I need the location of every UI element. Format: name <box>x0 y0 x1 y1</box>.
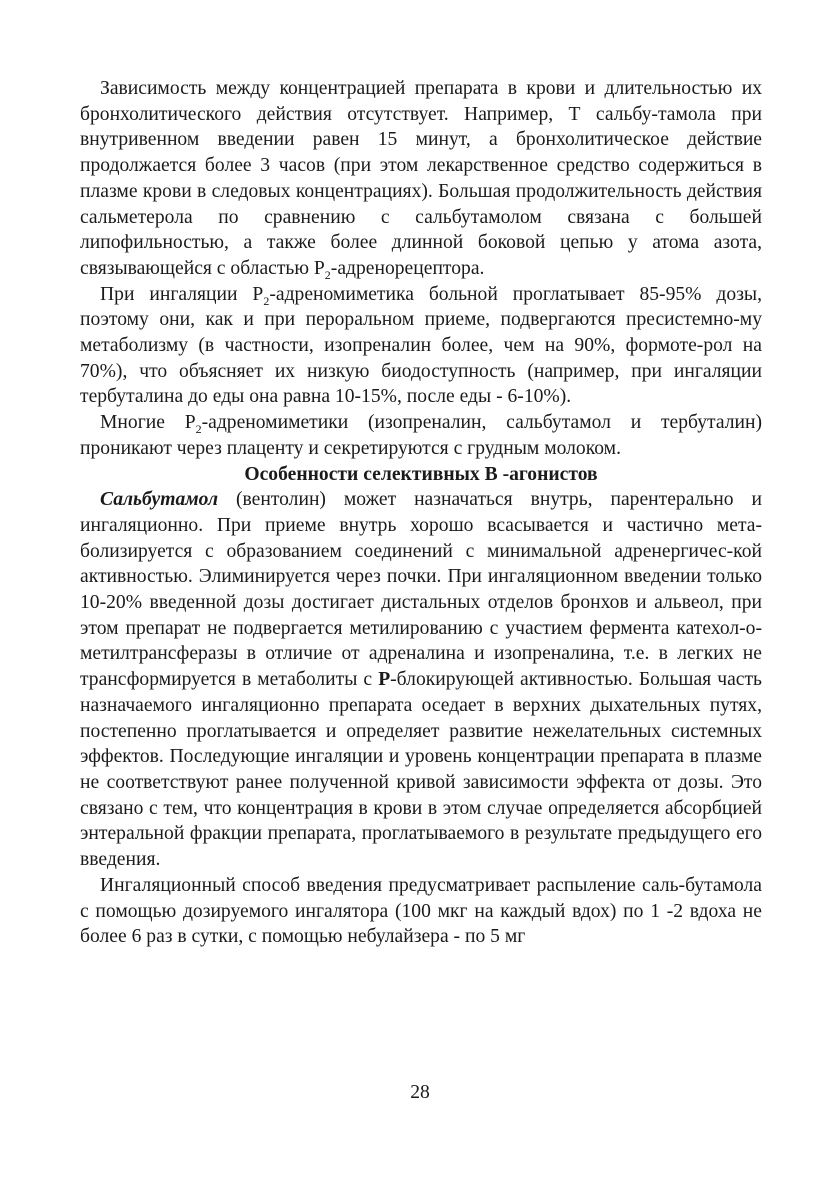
subscript: 2 <box>195 422 202 437</box>
subscript: 2 <box>263 293 270 308</box>
subscript: 2 <box>324 267 331 282</box>
paragraph-inhalation-method: Ингаляционный способ введения предусматривает распыление саль-бутамола с помощью дозируемого ингалятора (100 мкг на каждый вдох) по 1 -2 вдоха не более 6 раз в сутки, с помощью небулайзера - по 5 мг <box>80 874 762 948</box>
section-heading: Особенности селективных В -агонистов <box>244 463 598 485</box>
paragraph-concentration-duration: Зависимость между концентрацией препарата в крови и длительностью их бронхолитического действия отсутствует. Например, Т сальбу-тамола при внутривенном введении равен 15 минут, а бронхолитическое действие продолжается более 3 часов (при этом лекарственное средство содержиться в плазме крови в следовых концентрациях). Большая продолжительность действия сальметерола по сравнению с сальбутамолом связана с большей липофильностью, а также более длинной боковой цепью у атома азота, связывающейся с областью $Р_2$-адренорецептора. <box>80 78 762 282</box>
paragraph-inhalation: При ингаляции $Р_2$-адреномиметика больной проглатывает 85-95% дозы, поэтому они, как и при пероральном приеме, подвергаются пресистемно-му метаболизму (в частности, изопреналин более, чем на 90%, формоте-рол на 70%), что объясняет их низкую биодоступность (например, при ингаляции тербуталина до еды она равна 10-15%, после еды - 6-10%). <box>80 283 762 408</box>
page-number: 28 <box>410 1082 430 1103</box>
page-body <box>80 76 762 950</box>
paragraph-salbutamol: Сальбутамол (вентолин) может назначаться внутрь, парентерально и ингаляционно. При приеме внутрь хорошо всасывается и частично мета-болизируется с образованием соединений с минимальной адренергичес-кой активностью. Элиминируется через почки. При ингаляционном введении только 10-20% введенной дозы достигает дистальных отделов бронхов и альвеол, при этом препарат не подвергается метилированию с участием фермента катехол-о-метилтрансферазы в отличие от адреналина и изопреналина, т.е. в легких не трансформируется в метаболиты с Р-блокирующей активностью. Большая часть назначаемого ингаляционно препарата оседает в верхних дыхательных путях, постепенно проглатывается и определяет развитие нежелательных системных эффектов. Последующие ингаляции и уровень концентрации препарата в плазме не соответствуют ранее полученной кривой зависимости эффекта от дозы. Это связано с тем, что концентрация в крови в этом случае определяется абсорбцией энтеральной фракции препарата, проглатываемого в результате предыдущего его введения. <box>80 489 762 871</box>
drug-name: Сальбутамол <box>100 489 219 511</box>
paragraph-placenta: Многие $Р_2$-адреномиметики (изопреналин, сальбутамол и тербуталин) проникают через плаценту и секретируются с грудным молоком. <box>80 412 762 459</box>
